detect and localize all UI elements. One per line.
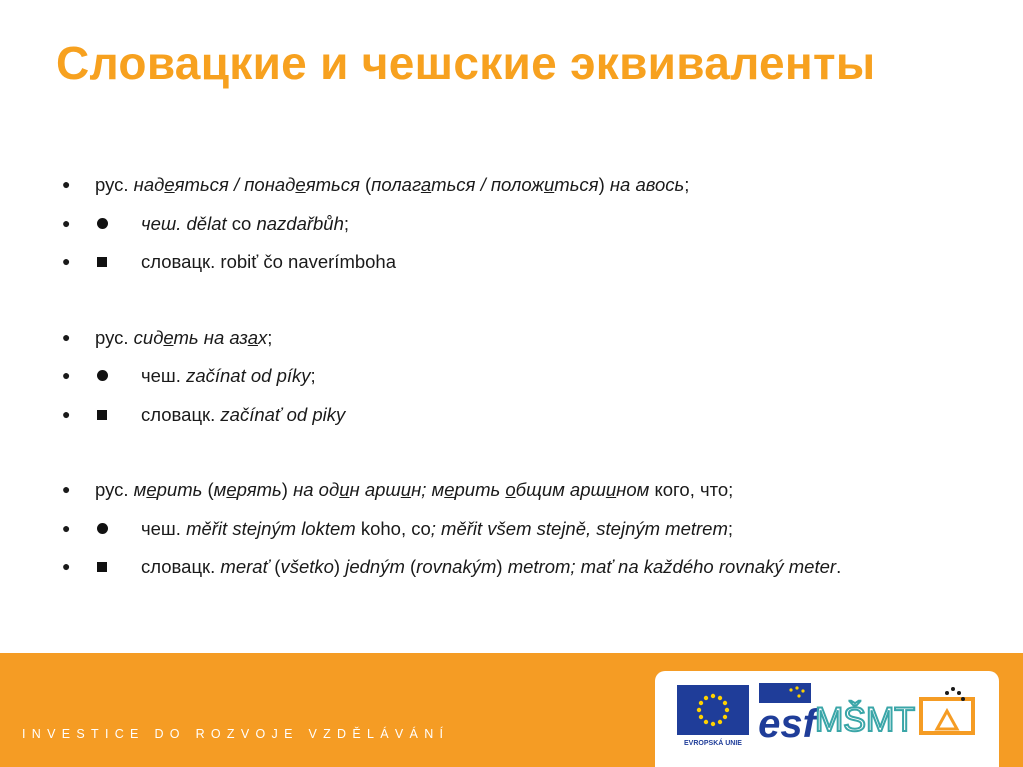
list-item-ru: ● рус. надеяться / понадеяться (полагаться / положиться) на авось; bbox=[62, 174, 690, 195]
msmt-wordmark: MŠMT bbox=[814, 701, 916, 739]
esf-wordmark: esf bbox=[758, 702, 816, 746]
list-item-sk: ● словацк. robiť čo naverímboha bbox=[62, 251, 397, 272]
bullet-dot-icon: ● bbox=[62, 214, 71, 231]
list-item-sk: ● словацк. merať (všetko) jedným (rovnakým) metrom; mať na každého rovnaký meter. bbox=[62, 556, 842, 577]
bullet-dot-icon: ● bbox=[62, 253, 71, 269]
footer-tagline: INVESTICE DO ROZVOJE VZDĚLÁVÁNÍ bbox=[22, 727, 450, 741]
footer-band bbox=[0, 653, 1023, 767]
bullet-list bbox=[62, 174, 962, 577]
bullet-dot-icon: ● bbox=[62, 367, 71, 383]
list-item-sk: ● словацк. začínať od piky bbox=[62, 403, 346, 425]
bullet-dot-icon: ● bbox=[62, 176, 71, 192]
square-marker-icon bbox=[95, 251, 141, 272]
slide-title: Словацкие и чешские эквиваленты bbox=[56, 37, 876, 89]
opvk-logo bbox=[917, 685, 981, 745]
list-item-cz: ● чеш. začínat od píky; bbox=[62, 365, 316, 386]
list-item-ru: ● рус. мерить (мерять) на один аршин; мерить общим аршином кого, что; bbox=[62, 479, 734, 500]
bullet-dot-icon: ● bbox=[62, 519, 71, 536]
logo-panel bbox=[655, 671, 999, 767]
msmt-logo bbox=[814, 685, 916, 745]
bullet-dot-icon: ● bbox=[62, 481, 71, 497]
square-marker-icon bbox=[95, 404, 141, 425]
eu-label: EVROPSKÁ UNIE bbox=[684, 740, 742, 747]
square-marker-icon bbox=[95, 556, 141, 577]
bullet-dot-icon: ● bbox=[62, 328, 71, 345]
circle-marker-icon bbox=[95, 213, 141, 234]
list-item-cz: ● чеш. dělat co nazdařbůh; bbox=[62, 212, 350, 234]
circle-marker-icon bbox=[95, 518, 141, 539]
eu-flag-logo bbox=[677, 685, 749, 747]
bullet-dot-icon: ● bbox=[62, 558, 71, 574]
esf-logo bbox=[753, 683, 821, 745]
circle-marker-icon bbox=[95, 365, 141, 386]
list-item-cz: ● чеш. měřit stejným loktem koho, co; měřit všem stejně, stejným metrem; bbox=[62, 517, 733, 539]
list-item-ru: ● рус. сидеть на азах; bbox=[62, 326, 273, 348]
bullet-dot-icon: ● bbox=[62, 405, 71, 422]
